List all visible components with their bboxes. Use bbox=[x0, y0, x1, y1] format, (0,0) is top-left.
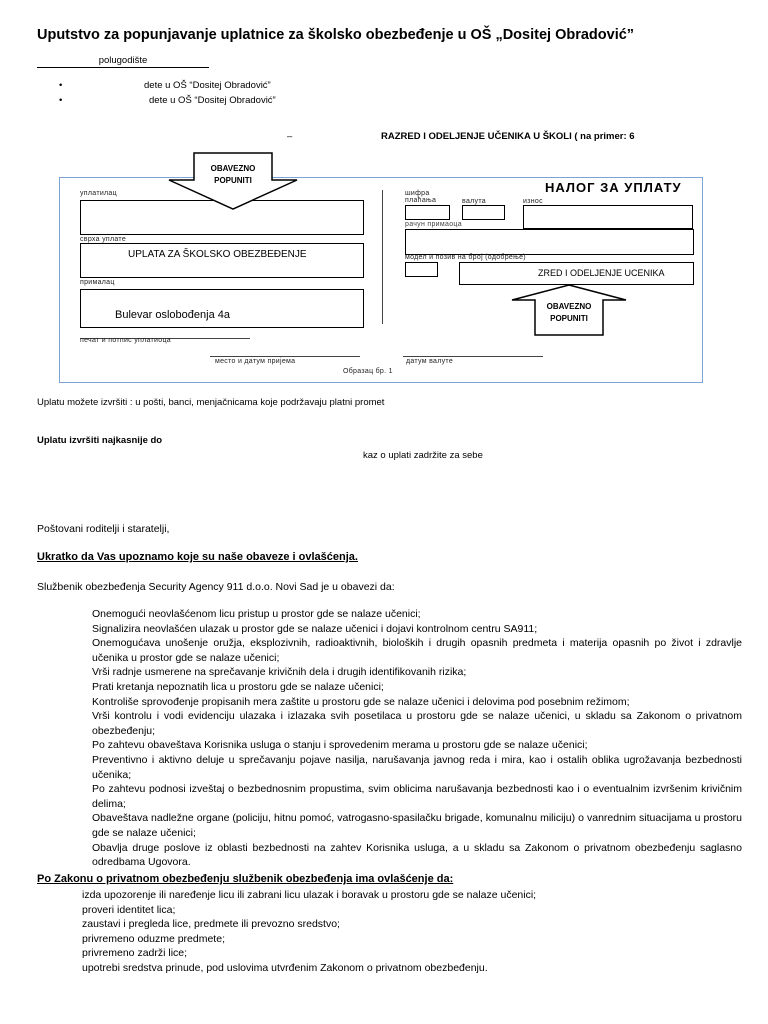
place-date-label: место и датум пријема bbox=[215, 358, 296, 365]
reference-box[interactable] bbox=[459, 262, 694, 285]
account-box[interactable] bbox=[405, 229, 694, 255]
keep-receipt: kaz o uplati zadržite za sebe bbox=[363, 450, 483, 461]
list-item: Onemogući neovlašćenom licu pristup u prostor gde se nalaze učenici; bbox=[92, 608, 421, 620]
value-date-label: датум валуте bbox=[406, 358, 454, 365]
payer-label: уплатилац bbox=[80, 190, 117, 197]
powers-heading: Po Zakonu o privatnom obezbeđenju službenik obezbeđenja ima ovlašćenje da: bbox=[37, 873, 454, 885]
list-item: Po zahtevu podnosi izveštaj o bezbednosnim propustima, svim oblicima narušavanja bezbednosti kao i o eventualnim izvršenim krivičnim delima; bbox=[92, 783, 742, 810]
list-item: privremeno oduzme predmete; bbox=[82, 932, 225, 945]
list-item: Vrši kontrolu i vodi evidenciju ulazaka i izlazaka svih posetilaca u prostoru gde se nalaze učenici, u skladu sa Zakonom o privatnom obezbeđenju; bbox=[92, 710, 742, 737]
purpose-value: UPLATA ZA ŠKOLSKO OBEZBEĐENJE bbox=[128, 249, 307, 260]
list-item: proveri identitet lica; bbox=[82, 903, 176, 916]
list-item: Kontroliše sprovođenje propisanih mera zaštite u prostoru gde se nalaze učenici i delovima pod posebnim režimom; bbox=[92, 695, 630, 708]
currency-box[interactable] bbox=[462, 205, 505, 220]
model-box[interactable] bbox=[405, 262, 438, 277]
pay-where: Uplatu možete izvršiti : u pošti, banci, menjačnicama koje podržavaju platni promet bbox=[37, 397, 385, 408]
payment-code-label: шифра плаћања bbox=[405, 190, 437, 204]
payment-slip bbox=[59, 177, 703, 383]
list-item: Vrši radnje usmerene na sprečavanje krivičnih dela i drugih identifikovanih rizika; bbox=[92, 666, 467, 679]
list-item: Obavlja druge poslove iz oblasti bezbednosti na zahtev Korisnika usluga, a u skladu sa Zakonom o privatnom obezbeđenju saglasno odredbama Ugovora. bbox=[92, 841, 742, 869]
list-item: Signalizira neovlašćen ulazak u prostor gde se nalaze učenici i dojavi kontrolnom centru SA911; bbox=[92, 622, 538, 635]
list-item: Obaveštava nadležne organe (policiju, hitnu pomoć, vatrogasno-spasilačku brigade, komunalnu miliciju) o vanrednim situacijama u prostoru gde se nalaze učenici; bbox=[92, 812, 742, 839]
document-title: Uputstvo za popunjavanje uplatnice za školsko obezbeđenje u OŠ „Dositej Obradović” bbox=[37, 27, 635, 43]
dash: – bbox=[287, 131, 293, 142]
value-date-line bbox=[403, 356, 543, 357]
recipient-label: прималац bbox=[80, 279, 115, 286]
slip-divider bbox=[382, 190, 383, 324]
bullet-text: dete u OŠ “Dositej Obradović” bbox=[149, 95, 276, 106]
purpose-label: сврха уплате bbox=[80, 236, 127, 243]
mandatory-bottom: OBAVEZNO POPUNITI bbox=[546, 302, 592, 323]
recipient-box[interactable] bbox=[80, 289, 364, 328]
amount-label: износ bbox=[523, 198, 543, 205]
form-number: Образац бр. 1 bbox=[343, 368, 393, 375]
reference-value: ZRED I ODELJENJE UCENIKA bbox=[538, 268, 665, 278]
payment-code-box[interactable] bbox=[405, 205, 450, 220]
slip-title: НАЛОГ ЗА УПЛАТУ bbox=[545, 180, 682, 195]
half-year-line: polugodište bbox=[37, 55, 209, 68]
model-label: модел и позив на број (одобрење) bbox=[405, 254, 526, 261]
list-item: upotrebi sredstva prinude, pod uslovima utvrđenim Zakonom o privatnom obezbeđenju. bbox=[82, 961, 488, 974]
greeting: Poštovani roditelji i staratelji, bbox=[37, 523, 170, 535]
list-item: Prati kretanja nepoznatih lica u prostoru gde se nalaze učenici; bbox=[92, 680, 384, 693]
account-label: рачун примаоца bbox=[405, 221, 462, 228]
list-item: izda upozorenje ili naređenje licu ili zabrani licu ulazak i boravak u prostoru gde se nalaze učenici; bbox=[82, 889, 537, 901]
bullet-text: dete u OŠ “Dositej Obradović” bbox=[144, 80, 271, 91]
recipient-value: Bulevar oslobođenja 4a bbox=[115, 309, 230, 321]
list-item: zaustavi i pregleda lice, predmete ili prevozno sredstvo; bbox=[82, 918, 340, 931]
currency-label: валута bbox=[462, 198, 486, 205]
pay-deadline: Uplatu izvršiti najkasnije do bbox=[37, 435, 163, 446]
bullet-icon: • bbox=[59, 80, 63, 91]
mandatory-top: OBAVEZNO POPUNITI bbox=[210, 164, 256, 185]
purpose-box[interactable] bbox=[80, 243, 364, 278]
amount-box[interactable] bbox=[523, 205, 693, 229]
signature-label: печат и потпис уплатиоца bbox=[80, 337, 171, 344]
list-item: Po zahtevu obaveštava Korisnika usluga o stanju i sprovedenim merama u prostoru gde se nalaze učenici; bbox=[92, 739, 588, 752]
place-date-line bbox=[210, 356, 360, 357]
bullet-icon: • bbox=[59, 95, 63, 106]
list-item: privremeno zadrži lice; bbox=[82, 947, 188, 960]
list-item: Onemogućava unošenje oružja, eksplozivnih, radioaktivnih, bioloških i drugih opasnih predmeta i materija opasnih po život i zdravlje učenika u prostor gde se nalaze učenici; bbox=[92, 637, 742, 664]
obligations-heading: Ukratko da Vas upoznamo koje su naše obaveze i ovlašćenja. bbox=[37, 551, 358, 563]
powers-list bbox=[82, 888, 732, 976]
list-item: Preventivno i aktivno deluje u sprečavanju pojave nasilja, narušavanja javnog reda i mira, kao i ostalih oblika ugrožavanja bezbednosti učenika; bbox=[92, 753, 742, 781]
obligations-list bbox=[92, 607, 742, 870]
agency-intro: Službenik obezbeđenja Security Agency 911 d.o.o. Novi Sad je u obavezi da: bbox=[37, 581, 395, 593]
class-note: RAZRED I ODELJENJE UČENIKA U ŠKOLI ( na primer: 6 bbox=[381, 131, 635, 142]
